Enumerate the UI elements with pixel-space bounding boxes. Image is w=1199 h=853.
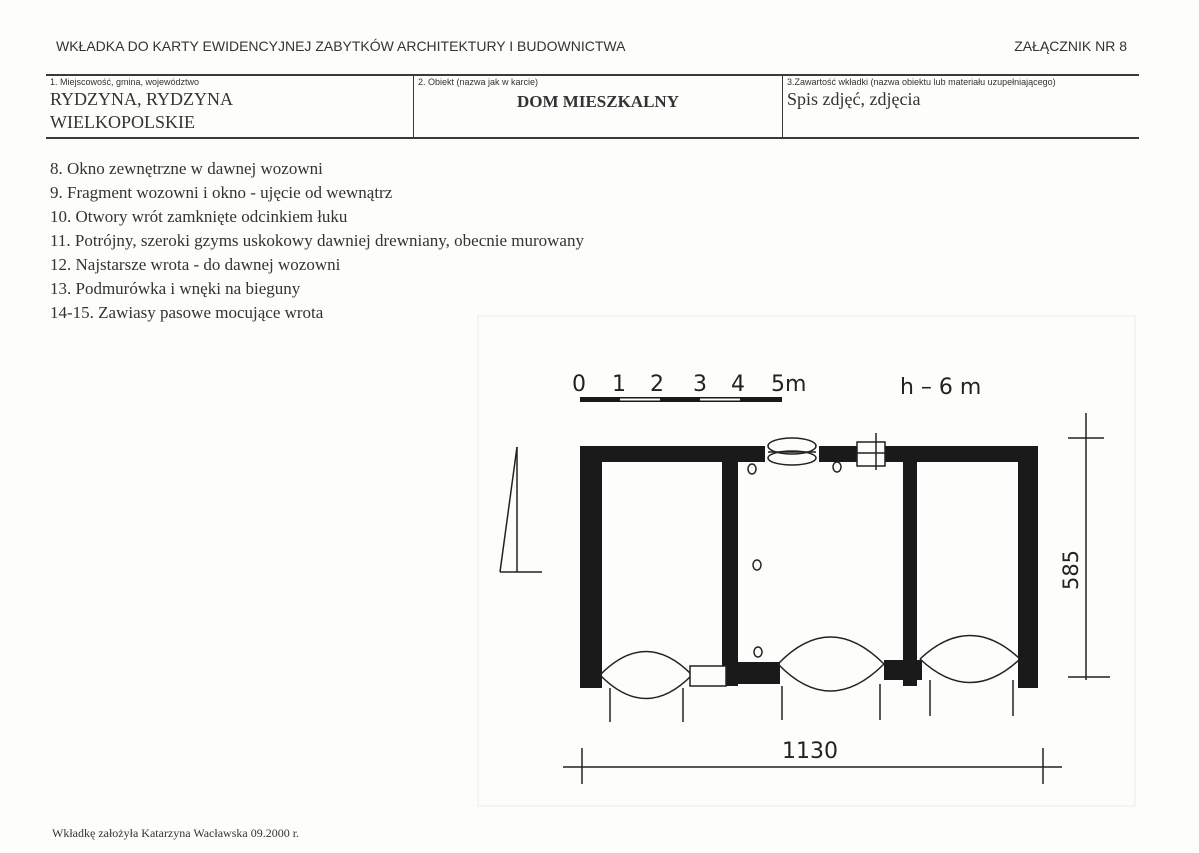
- location-line2: WIELKOPOLSKIE: [50, 112, 195, 132]
- scale-bar: [572, 372, 806, 402]
- location-label: 1. Miejscowość, gmina, województwo: [50, 77, 200, 87]
- scale-tick-label: 0: [572, 372, 586, 397]
- width-dimension-label: 1130: [782, 739, 838, 764]
- contents-value: Spis zdjęć, zdjęcia: [787, 89, 921, 109]
- scale-tick-label: 4: [731, 372, 745, 397]
- photo-list-item: 8. Okno zewnętrzne w dawnej wozowni: [50, 159, 323, 178]
- column-markers: [748, 462, 841, 657]
- scale-tick-label: 2: [650, 372, 664, 397]
- object-value: DOM MIESZKALNY: [517, 92, 679, 111]
- scale-tick-label: 5m: [771, 372, 807, 397]
- gate-arches: [600, 636, 1020, 723]
- object-label: 2. Obiekt (nazwa jak w karcie): [418, 77, 539, 87]
- photo-list-item: 10. Otwory wrót zamknięte odcinkiem łuku: [50, 207, 348, 226]
- author-note: Wkładkę założyła Katarzyna Wacławska 09.2000 r.: [52, 826, 300, 840]
- photo-list-item: 13. Podmurówka i wnęki na bieguny: [50, 279, 301, 298]
- photo-list-item: 11. Potrójny, szeroki gzyms uskokowy dawniej drewniany, obecnie murowany: [50, 231, 584, 250]
- location-line1: RYDZYNA, RYDZYNA: [50, 89, 234, 109]
- photo-list-item: 9. Fragment wozowni i okno - ujęcie od wewnątrz: [50, 183, 393, 202]
- height-note: h – 6 m: [900, 375, 982, 400]
- depth-dimension-label: 585: [1059, 549, 1083, 591]
- depth-dimension: [1068, 413, 1110, 680]
- north-arrow-icon: [500, 447, 542, 572]
- contents-label: 3.Zawartość wkładki (nazwa obiektu lub materiału uzupełniającego): [787, 77, 1056, 87]
- scale-tick-label: 3: [693, 372, 707, 397]
- photo-list-item: 12. Najstarsze wrota - do dawnej wozowni: [50, 255, 341, 274]
- photo-list-item: 14-15. Zawiasy pasowe mocujące wrota: [50, 303, 324, 322]
- attachment-number: ZAŁĄCZNIK NR 8: [1014, 38, 1127, 54]
- top-wall-window: [765, 438, 819, 466]
- scale-tick-label: 1: [612, 372, 626, 397]
- form-title: WKŁADKA DO KARTY EWIDENCYJNEJ ZABYTKÓW ARCHITEKTURY I BUDOWNICTWA: [56, 38, 626, 54]
- top-wall-small-window: [857, 433, 885, 470]
